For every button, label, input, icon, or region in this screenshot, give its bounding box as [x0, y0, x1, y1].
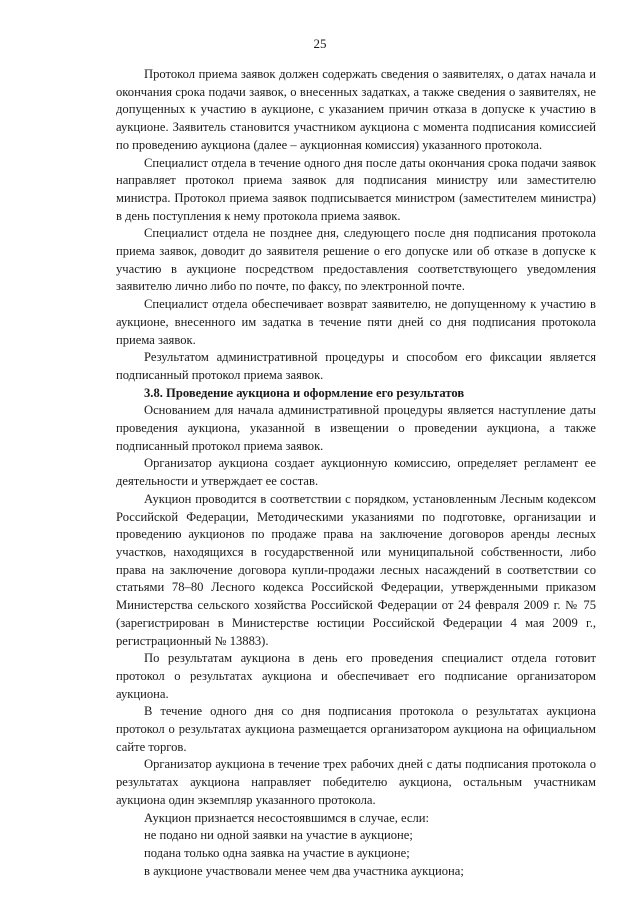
- list-item: в аукционе участвовали менее чем два участника аукциона;: [144, 863, 464, 878]
- paragraph: Результатом административной процедуры и способом его фиксации является подписанный протокол приема заявок.: [116, 350, 596, 382]
- paragraph: Специалист отдела не позднее дня, следующего после дня подписания протокола приема заявок, доводит до заявителя решение о его допуске или об отказе в допуске к участию в аукционе посредством предоставления соответствующего уведомления заявителю лично либо по почте, по факсу, по электронной почте.: [116, 226, 596, 294]
- paragraph: Протокол приема заявок должен содержать сведения о заявителях, о датах начала и окончания срока подачи заявок, о внесенных задатках, а также сведения о заявителях, не допущенных к участию в аукционе, с указанием причин отказа в допуске к участию в аукционе. Заявитель становится участником аукциона с момента подписания комиссией по проведению аукциона (далее – аукционная комиссия) указанного протокола.: [116, 67, 596, 152]
- list-item: не подано ни одной заявки на участие в аукционе;: [144, 828, 413, 843]
- paragraph: Аукцион признается несостоявшимся в случае, если:: [144, 810, 430, 825]
- paragraph: Специалист отдела в течение одного дня после даты окончания срока подачи заявок направляет протокол приема заявок для подписания министру или заместителю министра. Протокол приема заявок подписывается министром (заместителем министра) в день поступления к нему протокола приема заявок.: [116, 155, 596, 223]
- paragraph: Организатор аукциона в течение трех рабочих дней с даты подписания протокола о результатах аукциона направляет победителю аукциона, остальным участникам аукциона один экземпляр указанного протокола.: [116, 757, 596, 807]
- list-item: подана только одна заявка на участие в аукционе;: [144, 845, 410, 860]
- section-heading: 3.8. Проведение аукциона и оформление его результатов: [144, 385, 465, 400]
- page-number: 25: [313, 36, 327, 51]
- paragraph: Организатор аукциона создает аукционную комиссию, определяет регламент ее деятельности и утверждает ее состав.: [116, 456, 596, 489]
- paragraph: По результатам аукциона в день его проведения специалист отдела готовит протокол о результатах аукциона и обеспечивает его подписание организатором аукциона.: [116, 651, 596, 701]
- paragraph: Специалист отдела обеспечивает возврат заявителю, не допущенному к участию в аукционе, внесенного им задатка в течение пяти дней со дня подписания протокола приема заявок.: [116, 297, 596, 347]
- paragraph: Аукцион проводится в соответствии с порядком, установленным Лесным кодексом Российской Федерации, Методическими указаниями по подготовке, организации и проведению аукционов по продаже права на заключение договоров аренды лесных участков, находящихся в государственной или муниципальной собственности, либо права на заключение договора купли-продажи лесных насаждений в соответствии со статьями 78–80 Лесного кодекса Российской Федерации, утвержденными приказом Министерства сельского хозяйства Российской Федерации от 24 февраля 2009 г. № 75 (зарегистрирован в Министерстве юстиции Российской Федерации 4 мая 2009 г., регистрационный № 13883).: [116, 491, 596, 648]
- paragraph: В течение одного дня со дня подписания протокола о результатах аукциона протокол о результатах аукциона размещается организатором аукциона на официальном сайте торгов.: [116, 704, 596, 754]
- paragraph: Основанием для начала административной процедуры является наступление даты проведения аукциона, указанной в извещении о проведении аукциона, а также подписанный протокол приема заявок.: [116, 403, 596, 453]
- document-body: [116, 66, 596, 880]
